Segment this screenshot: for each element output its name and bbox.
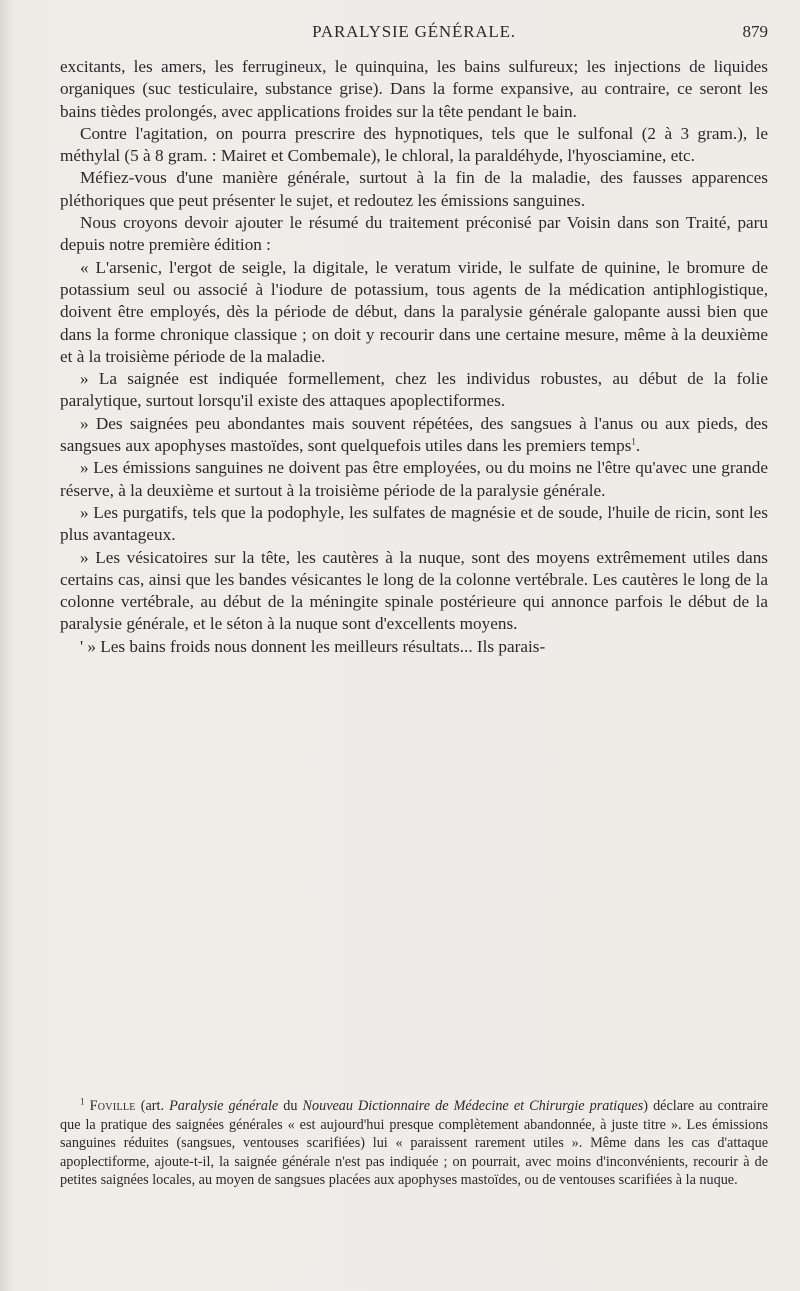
paragraph: excitants, les amers, les ferrugineux, le quinquina, les bains sulfureux; les injections de liquides organiques (suc testiculaire, substance grise). Dans la forme expansive, au contraire, ce seront les bains tièdes prolongés, avec applications froides sur la tête pendant le bain.	[60, 57, 768, 121]
footnote-reference[interactable]: 1	[631, 436, 636, 447]
paragraph: Méfiez-vous d'une manière générale, surtout à la fin de la maladie, des fausses apparences pléthoriques que peut présenter le sujet, et redoutez les émissions sanguines.	[60, 168, 768, 210]
quote-paragraph: » Les vésicatoires sur la tête, les cautères à la nuque, sont des moyens extrêmement utiles dans certains cas, ainsi que les bandes vésicantes le long de la colonne vertébrale. Les cautères le long de la colonne vertébrale, au début de la méningite spinale postérieure qui annonce parfois le début de la paralysie générale, et le séton à la nuque sont d'excellents moyens.	[60, 547, 768, 634]
paragraph: Contre l'agitation, on pourra prescrire des hypnotiques, tels que le sulfonal (2 à 3 gram.), le méthylal (5 à 8 gram. : Mairet et Combemale), le chloral, la paraldéhyde, l'hyosciamine, etc.	[60, 123, 768, 166]
footnote-author: Foville	[89, 1098, 136, 1114]
footnote-title-article: Paralysie générale	[169, 1098, 279, 1114]
footnote-text: ) déclare au contraire que la pratique des saignées générales « est aujourd'hui presque complètement abandonnée, à juste titre ». Les émissions sanguines réduites (sangsues, ventouses scarifiées) lui « paraissent rarement utiles ». Même dans les cas d'attaque apoplectiforme, ajoute-t-il, la saignée générale n'est pas indiquée ; on pourrait, avec moins d'inconvénients, recourir à de petites saignées locales, au moyen de sangsues placées aux apophyses mastoïdes, ou de ventouses scarifiées à la nuque.	[60, 1098, 768, 1189]
footnote	[60, 1097, 768, 1190]
footnote-ref-open: (art.	[135, 1098, 170, 1114]
paragraph: Nous croyons devoir ajouter le résumé du traitement préconisé par Voisin dans son Traité, paru depuis notre première édition :	[60, 213, 768, 255]
sentence-end: .	[635, 436, 641, 456]
quote-paragraph: » Les purgatifs, tels que la podophyle, les sulfates de magnésie et de soude, l'huile de ricin, sont les plus avantageux.	[60, 502, 768, 545]
running-title: PARALYSIE GÉNÉRALE.	[312, 22, 516, 41]
main-text	[60, 56, 768, 658]
quote-paragraph: » La saignée est indiquée formellement, chez les individus robustes, au début de la folie paralytique, surtout lorsqu'il existe des attaques apoplectiformes.	[60, 369, 768, 411]
paragraph-text: » Des saignées peu abondantes mais souvent répétées, des sangsues à l'anus ou aux pieds, des sangsues aux apophyses mastoïdes, sont quelquefois utiles dans les premiers temps	[60, 413, 768, 456]
footnote-mid: du	[278, 1098, 303, 1114]
quote-paragraph: « L'arsenic, l'ergot de seigle, la digitale, le veratum viride, le sulfate de quinine, le bromure de potassium seul ou associé à l'iodure de potassium, tous agents de la médication antiphlogistique, doivent être employés, dès la période de début, dans la paralysie générale galopante aussi bien que dans la forme chronique classique ; on doit y recourir dans une certaine mesure, même à la deuxième et à la troisième période de la maladie.	[60, 257, 768, 366]
page-number: 879	[742, 22, 768, 41]
footnote-marker: 1	[80, 1096, 85, 1107]
quote-paragraph: ' » Les bains froids nous donnent les meilleurs résultats... Ils parais-	[80, 636, 546, 656]
footnote-title-dictionary: Nouveau Dictionnaire de Médecine et Chirurgie pratiques	[302, 1098, 644, 1114]
quote-paragraph	[60, 413, 768, 458]
page-header	[60, 20, 768, 48]
footnote-area	[60, 1097, 768, 1190]
quote-paragraph: » Les émissions sanguines ne doivent pas être employées, ou du moins ne l'être qu'avec une grande réserve, à la deuxième et surtout à la troisième période de la paralysie générale.	[60, 458, 768, 500]
